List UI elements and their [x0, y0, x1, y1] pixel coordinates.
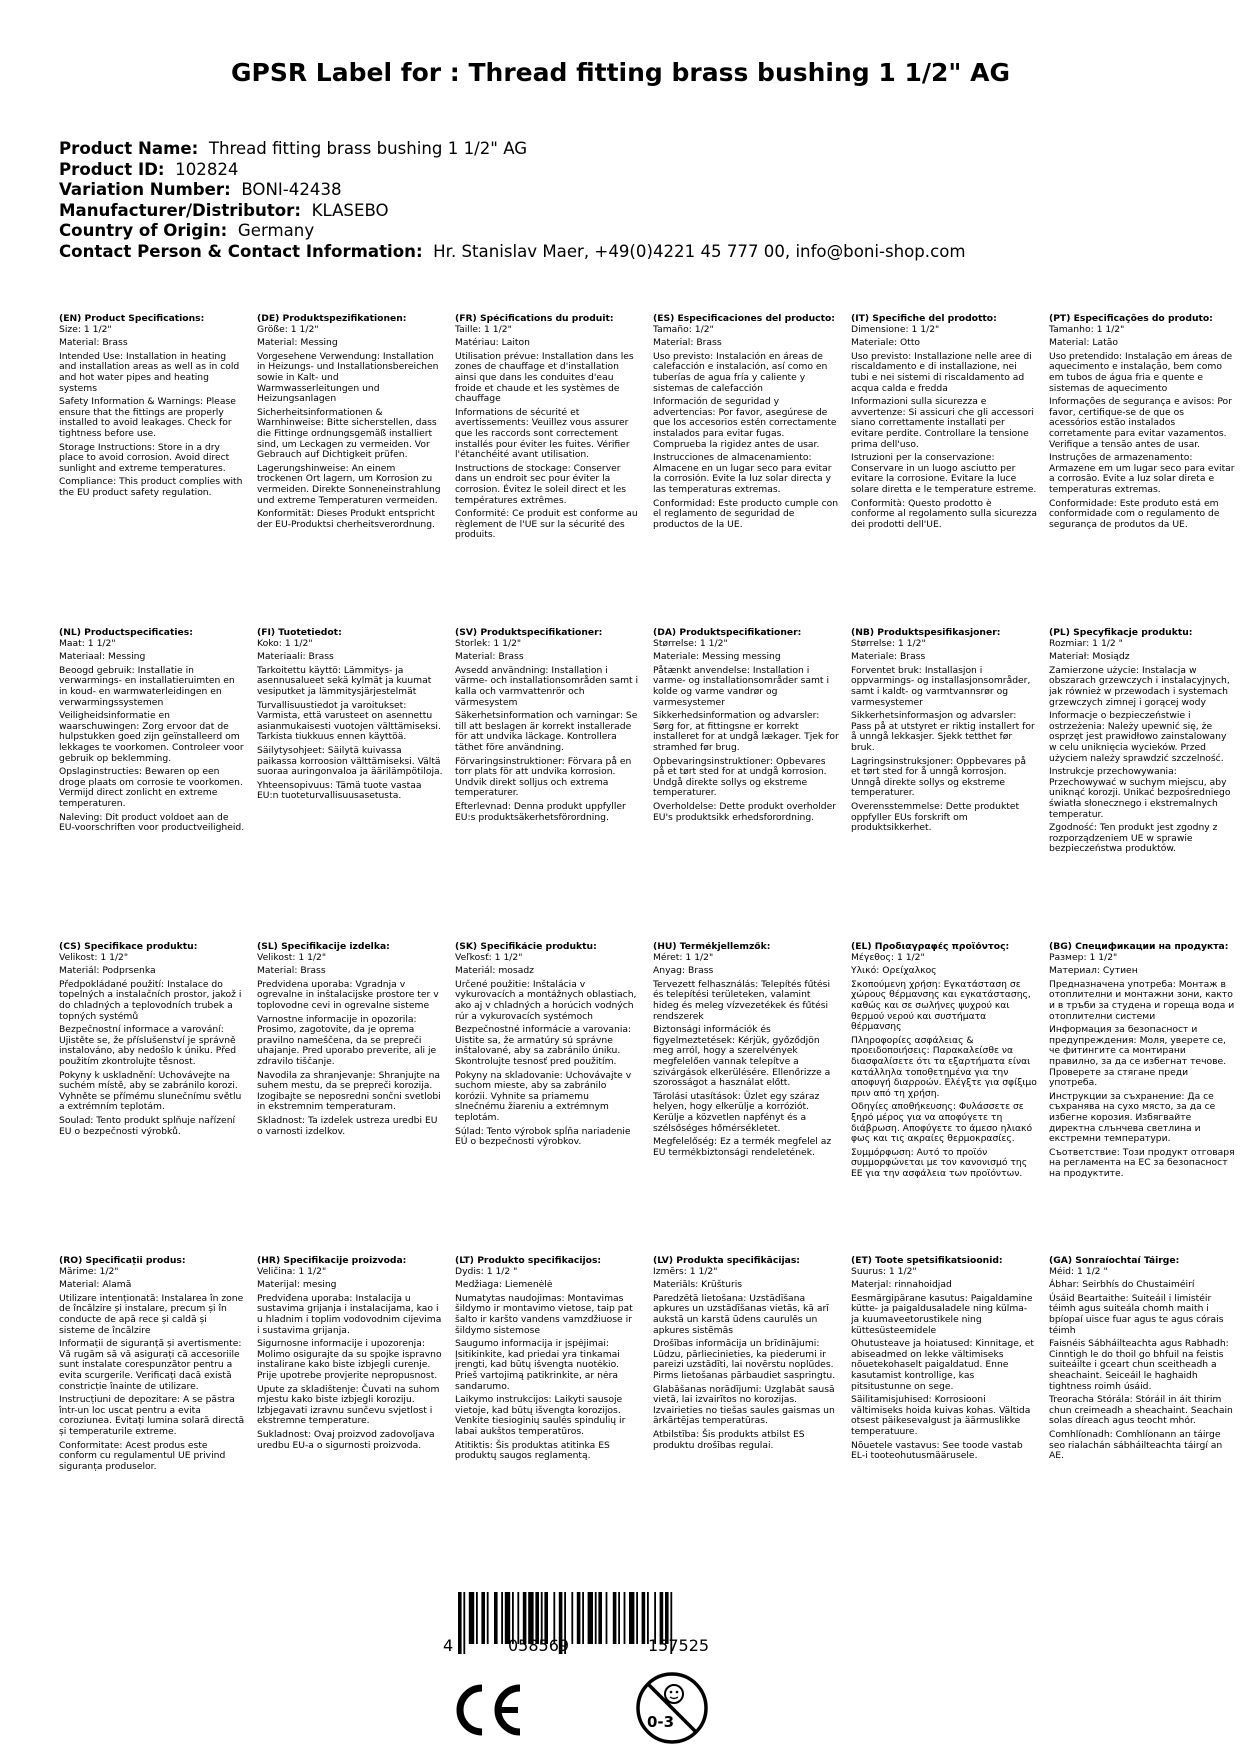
spec-heading: (HR) Specifikacije proizvoda:: [257, 1256, 407, 1266]
info-value: Thread fitting brass bushing 1 1/2" AG: [208, 139, 528, 158]
spec-line: Izmērs: 1 1/2": [653, 1265, 718, 1277]
spec-block: [59, 314, 257, 628]
info-product-name: [59, 139, 966, 160]
spec-line: Съответствие: Този продукт отговаря на регламента на ЕС за безопасност на продуктите.: [1049, 1146, 1235, 1179]
spec-line: Overholdelse: Dette produkt overholder EU's produktsikk erhedsforordning.: [653, 800, 837, 823]
spec-line: Méret: 1 1/2": [653, 951, 714, 963]
spec-line: Материал: Сутиен: [1049, 965, 1138, 977]
spec-line: Compliance: This product complies with the EU product safety regulation.: [59, 476, 243, 498]
spec-line: Konformität: Dieses Produkt entspricht der EU-Produktsi cherheitsverordnung.: [257, 508, 435, 530]
spec-line: Informações de segurança e avisos: Por favor, certifique-se de que os acessórios estão instalados corretamente para evitar vazamentos. Verifique a tensão antes de usar.: [1049, 396, 1232, 450]
spec-line: Informacje o bezpieczeństwie i ostrzeżenia: Należy upewnić się, że osprzęt jest prawidłowo zainstalowany w celu uniknięcia wycieków. Przed użyciem należy sprawdzić szczelność.: [1049, 710, 1227, 764]
barcode-bar: [588, 1592, 593, 1644]
spec-line: Utilizare intenționată: Instalarea în zone de încălzire și instalare, precum și în conducte de apă rece și caldă și sisteme de încălzire: [59, 1292, 244, 1336]
spec-line: Zgodność: Ten produkt jest zgodny z rozporządzeniem UE w sprawie bezpieczeństwa produktów.: [1049, 822, 1218, 855]
spec-line: Σκοπούμενη χρήση: Εγκατάσταση σε χώρους θέρμανσης και εγκατάστασης, καθώς και σε σωλήνες ψυχρού και θερμού νερού και συστήματα θέρμανσης: [851, 978, 1031, 1033]
barcode-bar: [487, 1592, 489, 1644]
spec-line: Säilitamisjuhised: Korrosiooni vältimiseks hoida kuivas kohas. Vältida otsest päikesevalgust ja äärmuslikke temperatuure.: [851, 1394, 1031, 1437]
spec-line: Instrucciones de almacenamiento: Almacene en un lugar seco para evitar la corrosión. Evite la luz solar directa y las temperaturas extremas.: [653, 452, 832, 495]
spec-block: [653, 314, 851, 628]
spec-line: Lagerungshinweise: An einem trockenen Ort lagern, um Korrosion zu vermeiden. Direkte Sonneneinstrahlung und extreme Temperaturen vermeiden.: [257, 462, 441, 506]
spec-line: Συμμόρφωση: Αυτό το προϊόν συμμορφώνεται με τον κανονισμό της ΕΕ για την ασφάλεια των προϊόντων.: [851, 1146, 1028, 1179]
spec-block: [1049, 314, 1241, 628]
spec-block: [851, 628, 1049, 942]
spec-line: Rozmiar: 1 1/2 ": [1049, 637, 1123, 649]
spec-line: Uso pretendido: Instalação em áreas de aquecimento e instalação, bem como em tubos de água fria e quente e sistemas de aquecimento: [1049, 350, 1233, 394]
spec-heading: (NL) Productspecificaties:: [59, 628, 193, 638]
spec-line: Varnostne informacije in opozorila: Prosimo, zagotovite, da je oprema pravilno nameščena, da se prepreči uhajanje. Pred uporabo preverite, ali je zdravilo tiščanje.: [257, 1013, 437, 1067]
spec-block: [1049, 1256, 1241, 1564]
spec-line: Laikymo instrukcijos: Laikyti sausoje vietoje, kad būtų išvengta korozijos. Venkite tiesioginių saulės spindulių ir labai aukštos temperatūros.: [455, 1394, 626, 1437]
spec-line: Størrelse: 1 1/2": [653, 637, 728, 649]
spec-line: Säilytysohjeet: Säilytä kuivassa paikassa korroosion välttämiseksi. Vältä suoraa auringonvaloa ja äärilämpötiloja.: [257, 744, 443, 778]
spec-block: [851, 314, 1049, 628]
page-title: GPSR Label for : Thread fitting brass bushing 1 1/2" AG: [230, 58, 1011, 87]
spec-line: Vorgesehene Verwendung: Installation in Heizungs- und Installationsbereichen sowie in Kalt- und Warmwasserleitungen und Heizungsanlagen: [257, 350, 439, 405]
spec-heading: (FI) Tuotetiedot:: [257, 628, 342, 638]
spec-line: Tamanho: 1 1/2": [1049, 323, 1125, 335]
info-value: Germany: [237, 221, 315, 241]
barcode-bar: [629, 1592, 634, 1644]
spec-line: Instrucțiuni de depozitare: A se păstra într-un loc uscat pentru a evita coroziunea. Evitați lumina solară directă și temperaturile extreme.: [59, 1394, 245, 1437]
spec-heading: (NB) Produktspesifikasjoner:: [851, 628, 1001, 638]
spec-heading: (RO) Specificații produs:: [59, 1256, 186, 1266]
spec-line: Istruzioni per la conservazione: Conservare in un luogo asciutto per evitare la corrosione. Evitare la luce solare diretta e le temperature estreme.: [851, 452, 1037, 495]
spec-line: Информация за безопасност и предупреждения: Моля, уверете се, че фитингите са монтирани правилно, за да се избегнат течове. Проверете за стягане преди употреба.: [1049, 1024, 1227, 1089]
spec-block: [59, 628, 257, 942]
spec-line: Paredzētā lietošana: Uzstādīšana apkures un uzstādīšanas vietās, kā arī aukstā un karstā ūdens caurulēs un apkures sistēmās: [653, 1292, 829, 1336]
spec-line: Efterlevnad: Denna produkt uppfyller EU:s produktsäkerhetsförordning.: [455, 800, 626, 823]
spec-line: Størrelse: 1 1/2": [851, 637, 926, 649]
spec-line: Ábhar: Seirbhís do Chustaiméirí: [1049, 1279, 1195, 1291]
spec-line: Zamierzone użycie: Instalacja w obszarach grzewczych i instalacyjnych, jak również w przewodach i systemach grzewczych zimnej i gorącej wody: [1049, 664, 1230, 708]
spec-line: Intended Use: Installation in heating and installation areas as well as in cold and hot water pipes and heating systems: [59, 350, 240, 394]
barcode-bar: [577, 1592, 581, 1644]
spec-line: Storage Instructions: Store in a dry place to avoid corrosion. Avoid direct sunlight and extreme temperatures.: [59, 441, 230, 474]
spec-line: Ohutusteave ja hoiatused: Kinnitage, et abiseadmed on lekke vältimiseks nõuetekohaselt paigaldatud. Enne kasutamist kontrollige, kas pitsitustunne on sege.: [851, 1338, 1035, 1392]
spec-line: Mărime: 1/2": [59, 1265, 119, 1277]
spec-block: [59, 942, 257, 1256]
spec-line: Treoracha Stórála: Stóráil in áit thirim chun creimeadh a sheachaint. Seachain solas díreach agus teocht mhór.: [1049, 1394, 1233, 1427]
spec-line: Инструкции за съхранение: Да се съхранява на сухо място, за да се избегне корозия. Избягвайте директна слънчева светлина и екстремни температури.: [1049, 1090, 1216, 1145]
spec-line: Méid: 1 1/2 ": [1049, 1265, 1108, 1277]
spec-heading: (SK) Špecifikácie produktu:: [455, 942, 597, 952]
spec-heading: (SL) Specifikacije izdelka:: [257, 942, 390, 952]
spec-line: Veličina: 1 1/2": [257, 1265, 327, 1277]
barcode-bar: [469, 1592, 474, 1644]
info-label: Product ID:: [59, 159, 165, 179]
spec-line: Overensstemmelse: Dette produktet oppfyller EUs forskrift om produktsikkerhet.: [851, 800, 1020, 834]
spec-line: Materiaal: Messing: [59, 651, 146, 663]
spec-heading: (SV) Produktspecifikationer:: [455, 628, 603, 638]
spec-line: Avsedd användning: Installation i värme- och installationsområden samt i kalla och varmvattenrör och värmesystem: [455, 664, 639, 708]
spec-line: Suurus: 1 1/2": [851, 1265, 917, 1277]
spec-line: Material: Messing: [257, 337, 338, 349]
spec-block: [455, 1256, 653, 1564]
spec-line: Tamaño: 1/2": [653, 323, 714, 335]
spec-line: Materiál: mosadz: [455, 965, 534, 977]
spec-line: Atbilstība: Šis produkts atbilst ES produktu drošības regulai.: [653, 1428, 805, 1451]
spec-line: Megfelelőség: Ez a termék megfelel az EU termékbiztonsági rendeletének.: [653, 1136, 832, 1158]
barcode-bar: [458, 1592, 462, 1654]
spec-line: Upute za skladištenje: Čuvati na suhom mjestu kako biste izbjegli koroziju. Izbjegavati izravnu sunčevu svjetlost i ekstremne temperature.: [257, 1383, 440, 1427]
spec-line: Πληροφορίες ασφάλειας & προειδοποιήσεις: Παρακαλείσθε να διασφαλίσετε ότι τα εξαρτήματα είναι κατάλληλα τοποθετημένα για την αποφυγή διαρροών. Ελέγξτε για σφίξιμο πριν από τη χρήση.: [851, 1034, 1037, 1099]
spec-line: Materiał: Mosiądz: [1049, 651, 1130, 663]
spec-line: Material: Brass: [59, 337, 128, 349]
spec-line: Yhteensopivuus: Tämä tuote vastaa EU:n tuoteturvallisuusasetusta.: [257, 779, 422, 802]
spec-line: Numatytas naudojimas: Montavimas šildymo ir montavimo vietose, taip pat šalto ir karšto vandens vamzdžiuose ir šildymo sistemose: [455, 1292, 633, 1336]
spec-line: Materiál: Podprsenka: [59, 965, 156, 977]
spec-block: [851, 942, 1049, 1256]
spec-line: Größe: 1 1/2": [257, 323, 319, 335]
spec-line: Bezpečnostné informácie a varovania: Uistite sa, že armatúry sú správne inštalované, aby sa zabránilo úniku. Skontrolujte tesnosť pred použitím.: [455, 1024, 632, 1067]
spec-line: Navodila za shranjevanje: Shranjujte na suhem mestu, da se prepreči korozija. Izogibajte se neposredni sončni svetlobi in ekstremnim temperaturam.: [257, 1069, 441, 1113]
spec-line: Skladnost: Ta izdelek ustreza uredbi EU o varnosti izdelkov.: [257, 1114, 438, 1137]
spec-line: Materjal: rinnahoidjad: [851, 1279, 952, 1291]
spec-block: [1049, 628, 1241, 942]
spec-line: Biztonsági információk és figyelmeztetések: Kérjük, győződjön meg arról, hogy a szerelvények megfelelően vannak telepítve a szivárgások elkerülésére. Ellenőrizze a szorosságot a használat előtt.: [653, 1024, 831, 1089]
spec-line: Naleving: Dit product voldoet aan de EU-voorschriften voor productveiligheid.: [59, 811, 245, 834]
spec-heading: (DE) Produktspezifikationen:: [257, 314, 407, 324]
spec-block: [257, 1256, 455, 1564]
spec-line: Размер: 1 1/2": [1049, 951, 1118, 963]
spec-line: Velikost: 1 1/2": [59, 951, 129, 963]
spec-block: [653, 628, 851, 942]
spec-line: Koko: 1 1/2": [257, 637, 313, 649]
barcode-bar: [494, 1592, 498, 1644]
spec-line: Información de seguridad y advertencias: Por favor, asegúrese de que los accesorios estén correctamente instalados para evitar fugas. Comprueba la rigidez antes de usar.: [653, 396, 837, 450]
spec-line: Eesmärgipärane kasutus: Paigaldamine kütte- ja paigaldusaladele ning külma- ja kuumaveetorustikele ning küttesüsteemidele: [851, 1292, 1033, 1336]
barcode-bar: [606, 1592, 608, 1644]
spec-heading: (HU) Termékjellemzők:: [653, 942, 771, 952]
spec-line: Veľkosť: 1 1/2": [455, 951, 523, 963]
spec-block: [257, 942, 455, 1256]
spec-line: Storlek: 1 1/2": [455, 637, 522, 649]
spec-line: Instrukcje przechowywania: Przechowywać w suchym miejscu, aby uniknąć korozji. Unikać bezpośredniego światła słonecznego i ekstremalnych temperatur.: [1049, 766, 1231, 820]
spec-line: Materiale: Messing messing: [653, 651, 781, 663]
spec-line: Anyag: Brass: [653, 965, 714, 977]
spec-block: [851, 1256, 1049, 1564]
spec-line: Size: 1 1/2": [59, 323, 112, 335]
barcode-bar: [571, 1592, 573, 1644]
info-product-id: [59, 160, 966, 181]
spec-line: Instructions de stockage: Conserver dans un endroit sec pour éviter la corrosion. Évitez le soleil direct et les températures extrêmes.: [455, 462, 627, 506]
spec-heading: (EL) Προδιαγραφές προϊόντος:: [851, 942, 1010, 952]
spec-line: Sukladnost: Ovaj proizvod zadovoljava uredbu EU-a o sigurnosti proizvoda.: [257, 1428, 435, 1451]
info-contact: [59, 242, 966, 263]
spec-line: Predvidena uporaba: Vgradnja v ogrevalne in inštalacijske prostore ter v toplovodne cevi in ogrevalne sisteme: [257, 978, 439, 1011]
barcode-digits-left: 058569: [508, 1636, 570, 1655]
spec-line: Material: Brass: [455, 651, 524, 663]
spec-line: Conformité: Ce produit est conforme au règlement de l'UE sur la sécurité des produits.: [455, 508, 638, 541]
spec-line: Taille: 1 1/2": [455, 323, 512, 335]
spec-heading: (EN) Product Specifications:: [59, 314, 205, 324]
spec-heading: (GA) Sonraíochtaí Táirge:: [1049, 1256, 1180, 1266]
spec-heading: (LV) Produkta specifikācijas:: [653, 1256, 800, 1266]
spec-line: Materiale: Otto: [851, 337, 921, 349]
spec-heading: (ES) Especificaciones del producto:: [653, 314, 835, 324]
spec-line: Atitiktis: Šis produktas atitinka ES produktų saugos reglamentą.: [455, 1439, 610, 1462]
spec-line: Materiale: Brass: [851, 651, 926, 663]
spec-line: Comhlíonadh: Comhlíonann an táirge seo rialachán sábháilteachta táirgí an AE.: [1049, 1428, 1223, 1462]
barcode-bar: [618, 1592, 620, 1644]
spec-line: Opslaginstructies: Bewaren op een droge plaats om corrosie te voorkomen. Vermijd direct zonlicht en extreme temperaturen.: [59, 766, 243, 809]
spec-line: Instruções de armazenamento: Armazene em um lugar seco para evitar a corrosão. Evite a luz solar direta e temperaturas extremas.: [1049, 452, 1235, 495]
barcode-bar: [624, 1592, 626, 1644]
spec-line: Material: Latão: [1049, 337, 1118, 349]
spec-line: Utilisation prévue: Installation dans les zones de chauffage et d'installation ainsi que dans les conduites d'eau froide et chaude et les systèmes de chauffage: [455, 350, 634, 405]
spec-line: Súlad: Tento výrobok spĺňa nariadenie EÚ o bezpečnosti výrobkov.: [455, 1125, 631, 1148]
spec-heading: (ET) Toote spetsifikatsioonid:: [851, 1256, 1003, 1266]
spec-block: [455, 628, 653, 942]
spec-line: Sigurnosne informacije i upozorenja: Molimo osigurajte da su spojke ispravno instalirane kako biste izbjegli curenje. Prije upotrebe provjerite nepropusnost.: [257, 1338, 442, 1381]
spec-line: Nõuetele vastavus: See toode vastab EL-i tooteohutusmäärusele.: [851, 1439, 1023, 1462]
spec-block: [257, 314, 455, 628]
spec-line: Medžiaga: Liemenėlė: [455, 1279, 553, 1291]
spec-line: Faisnéis Sábháilteachta agus Rabhadh: Cinntigh le do thoil go bhfuil na feistis suiteáilte i gceart chun sceitheadh a sheachaint. Seiceáil le haghaidh tightness roimh úsáid.: [1049, 1338, 1229, 1392]
spec-heading: (BG) Спецификации на продукта:: [1049, 942, 1229, 952]
spec-line: Předpokládané použití: Instalace do topelných a instalačních prostor, jakož i do chladných a teplovodních trubek a topných systémů: [59, 978, 242, 1022]
spec-line: Drošības informācija un brīdinājumi: Lūdzu, pārliecinieties, ka piederumi ir pareizi uzstādīti, lai novērstu noplūdes. Pirms lietošanas pārbaudiet saspringtu.: [653, 1338, 836, 1381]
spec-line: Safety Information & Warnings: Please ensure that the fittings are properly installed to avoid leakages. Check for tightness before use.: [59, 396, 236, 439]
spec-line: Uso previsto: Installazione nelle aree di riscaldamento e di installazione, nei tubi e nei sistemi di riscaldamento ad acqua calda e fredda: [851, 350, 1032, 394]
spec-line: Conformidade: Este produto está em conformidade com o regulamento de segurança de produtos da UE.: [1049, 497, 1220, 530]
spec-heading: (PT) Especificações do produto:: [1049, 314, 1213, 324]
spec-line: Úsáid Beartaithe: Suiteáil i limistéir téimh agus suiteála chomh maith i bpíopaí uisce fuar agus te agus córais téimh: [1049, 1292, 1224, 1336]
ce-mark-icon: [452, 1682, 526, 1738]
spec-heading: (PL) Specyfikacje produktu:: [1049, 628, 1193, 638]
spec-line: Material: Brass: [257, 965, 326, 977]
spec-block: [653, 942, 851, 1256]
spec-line: Materiaali: Brass: [257, 651, 334, 663]
spec-block: [59, 1256, 257, 1564]
spec-heading: (FR) Spécifications du produit:: [455, 314, 614, 324]
spec-line: Säkerhetsinformation och varningar: Se till att beslagen är korrekt installerade för att undvika läckage. Kontrollera täthet före användning.: [455, 710, 638, 753]
spec-block: [653, 1256, 851, 1564]
spec-line: Sicherheitsinformationen & Warnhinweise: Bitte sicherstellen, dass die Fittinge ordnungsgemäß installiert sind, um Leckagen zu vermeiden. Vor Gebrauch auf Dichtigkeit prüfen.: [257, 406, 437, 461]
spec-line: Предназначена употреба: Монтаж в отоплителни и монтажни зони, както и в тръби за студена и гореща вода и отоплителни системи: [1049, 978, 1235, 1022]
spec-line: Conformidad: Este producto cumple con el reglamento de seguridad de productos de la UE.: [653, 497, 839, 530]
spec-line: Informații de siguranță și avertismente: Vă rugăm să vă asigurați că accesoriile sunt instalate corespunzător pentru a evita scurgerile. Verificați dacă există constricție înainte de utilizare.: [59, 1338, 242, 1392]
spec-line: Beoogd gebruik: Installatie in verwarmings- en installatieruimten en in koud- en warmwaterleidingen en verwarmingssystemen: [59, 664, 235, 708]
barcode-bar: [595, 1592, 597, 1644]
spec-line: Förvaringsinstruktioner: Förvara på en torr plats för att undvika korrosion. Undvik direkt solljus och extrema temperaturer.: [455, 755, 632, 799]
spec-line: Veiligheidsinformatie en waarschuwingen: Zorg ervoor dat de hulpstukken goed zijn geïnstalleerd om lekkages te voorkomen. Controleer voor gebruik op beklemming.: [59, 710, 244, 764]
spec-line: Forventet bruk: Installasjon i oppvarmings- og installasjonsområder, samt i kaldt- og varmtvannsrør og varmesystemer: [851, 664, 1031, 708]
spec-line: Uso previsto: Instalación en áreas de calefacción e instalación, así como en tuberías de agua fría y caliente y sistemas de calefacción: [653, 350, 828, 394]
spec-line: Určené použitie: Inštalácia v vykurovacích a montážnych oblastiach, ako aj v chladných a horúcich vodných rúr a vykurovacích systémoch: [455, 978, 637, 1022]
spec-line: Påtænkt anvendelse: Installation i varme- og installationsområder samt i kolde og varme vandrør og varmesystemer: [653, 664, 830, 708]
spec-line: Predviđena uporaba: Instalacija u sustavima grijanja i instalacijama, kao i u hladnim i toplim vodovodnim cijevima i sustavima grijanja.: [257, 1292, 442, 1336]
info-label: Country of Origin:: [59, 221, 228, 241]
spec-line: Soulad: Tento produkt splňuje nařízení EU o bezpečnosti výrobků.: [59, 1114, 236, 1137]
spec-block: [455, 314, 653, 628]
info-manufacturer: [59, 201, 966, 222]
spec-line: Lagringsinstruksjoner: Oppbevares på et tørt sted for å unngå korrosjon. Unngå direkte sollys og ekstreme temperaturer.: [851, 755, 1026, 799]
spec-line: Maat: 1 1/2": [59, 637, 116, 649]
info-label: Contact Person & Contact Information:: [59, 241, 423, 261]
barcode-digit-lead: 4: [443, 1636, 454, 1655]
spec-line: Glabāšanas norādījumi: Uzglabāt sausā vietā, lai izvairītos no korozijas. Izvairieties no tiešas saules gaismas un ārkārtējas temperatūras.: [653, 1383, 835, 1427]
spec-block: [257, 628, 455, 942]
spec-line: Materiāls: Krūšturis: [653, 1279, 743, 1291]
spec-grid: [59, 314, 1241, 1564]
spec-line: Sikkerhetsinformasjon og advarsler: Pass på at utstyret er riktig installert for å unngå lekkasjer. Sjekk tetthet før bruk.: [851, 710, 1035, 753]
spec-line: Tárolási utasítások: Üzlet egy száraz helyen, hogy elkerülje a korróziót. Kerülje a közvetlen napfényt és a szélsőséges hőmérsékletet.: [653, 1090, 820, 1134]
spec-line: Matériau: Laiton: [455, 337, 530, 349]
spec-heading: (LT) Produkto specifikacijos:: [455, 1256, 602, 1266]
spec-line: Turvallisuustiedot ja varoitukset: Varmista, että varusteet on asennettu asianmukaisesti vuotojen välttämiseksi. Tarkista tiukkuus ennen käyttöä.: [257, 699, 441, 743]
spec-line: Bezpečnostní informace a varování: Ujistěte se, že příslušenství je správně instalováno, aby nedošlo k úniku. Před použitím zkontrolujte těsnost.: [59, 1024, 237, 1067]
info-variation-number: [59, 180, 966, 201]
product-info: [59, 139, 966, 263]
barcode-bar: [642, 1592, 646, 1644]
spec-line: Μέγεθος: 1 1/2": [851, 951, 925, 963]
info-label: Variation Number:: [59, 180, 231, 200]
info-label: Product Name:: [59, 139, 199, 158]
spec-line: Sikkerhedsinformation og advarsler: Sørg for, at fittingsne er korrekt installeret for at undgå lækager. Tjek for stramhed før brug.: [653, 710, 839, 753]
spec-line: Velikost: 1 1/2": [257, 951, 327, 963]
barcode-digits-right: 157525: [648, 1636, 710, 1655]
barcode-bar: [501, 1592, 503, 1644]
spec-line: Conformitate: Acest produs este conform cu regulamentul UE privind siguranța produselor.: [59, 1439, 226, 1472]
spec-line: Tervezett felhasználás: Telepítés fűtési és telepítési területeken, valamint hideg és meleg vízvezetékek és fűtési rendszerek: [653, 978, 831, 1022]
spec-block: [1049, 942, 1241, 1256]
spec-heading: (DA) Produktspecifikationer:: [653, 628, 802, 638]
age-range-label: 0-3: [647, 1713, 675, 1731]
barcode-bar: [582, 1592, 584, 1644]
spec-line: Pokyny na skladovanie: Uchovávajte v suchom mieste, aby sa zabránilo korózii. Vyhnite sa priamemu slnečnému žiareniu a extrémnym teplotám.: [455, 1069, 632, 1123]
spec-line: Material: Brass: [653, 337, 722, 349]
spec-line: Tarkoitettu käyttö: Lämmitys- ja asennusalueet sekä kylmät ja kuumat vesiputket ja lämmitysjärjestelmät: [257, 664, 432, 697]
info-value: BONI-42438: [241, 180, 342, 200]
barcode-bar: [636, 1592, 638, 1644]
age-warning-icon: [634, 1670, 710, 1746]
spec-line: Οδηγίες αποθήκευσης: Φυλάσσετε σε ξηρό μέρος για να αποφύγετε τη διάβρωση. Αποφύγετε το άμεσο ηλιακό φως και τις ακραίες θερμοκρασίες.: [851, 1101, 1033, 1145]
barcode-bar: [463, 1592, 465, 1654]
barcode-bar: [481, 1592, 485, 1644]
barcode-bar: [476, 1592, 478, 1644]
spec-line: Informazioni sulla sicurezza e avvertenze: Si assicuri che gli accessori siano correttamente installati per evitare perdite. Controllare la tensione prima dell'uso.: [851, 396, 1034, 450]
info-country-of-origin: [59, 221, 966, 242]
info-value: KLASEBO: [311, 200, 389, 220]
spec-line: Υλικό: Ορείχαλκος: [851, 965, 937, 977]
barcode-bar: [613, 1592, 617, 1644]
spec-line: Material: Alamă: [59, 1279, 132, 1291]
spec-line: Saugumo informacija ir įspėjimai: Įsitikinkite, kad priedai yra tinkamai įrengti, kad būtų išvengta nuotėkio. Prieš vartojimą patikrinkite, ar nėra sandarumo.: [455, 1338, 620, 1392]
spec-line: Pokyny k uskladnění: Uchovávejte na suchém místě, aby se zabránilo korozi. Vyhněte se přímému slunečnímu světlu a extrémním teplotám.: [59, 1069, 242, 1113]
spec-line: Conformità: Questo prodotto è conforme al regolamento sulla sicurezza dei prodotti dell'UE.: [851, 497, 1038, 530]
info-value: Hr. Stanislav Maer, +49(0)4221 45 777 00, info@boni-shop.com: [433, 241, 966, 261]
info-label: Manufacturer/Distributor:: [59, 200, 302, 220]
spec-line: Dimensione: 1 1/2": [851, 323, 940, 335]
spec-line: Opbevaringsinstruktioner: Opbevares på et tørt sted for at undgå korrosion. Undgå direkte sollys og ekstreme temperaturer.: [653, 755, 827, 799]
spec-line: Dydis: 1 1/2 ": [455, 1265, 518, 1277]
spec-heading: (CS) Specifikace produktu:: [59, 942, 198, 952]
spec-heading: (IT) Specifiche del prodotto:: [851, 314, 997, 324]
spec-line: Materijal: mesing: [257, 1279, 337, 1291]
barcode-bar: [598, 1592, 602, 1644]
spec-block: [455, 942, 653, 1256]
spec-line: Informations de sécurité et avertissements: Veuillez vous assurer que les raccords sont correctement installés pour éviter les fuites. Vérifier l'étanchéité avant utilisation.: [455, 406, 630, 461]
info-value: 102824: [175, 159, 239, 179]
